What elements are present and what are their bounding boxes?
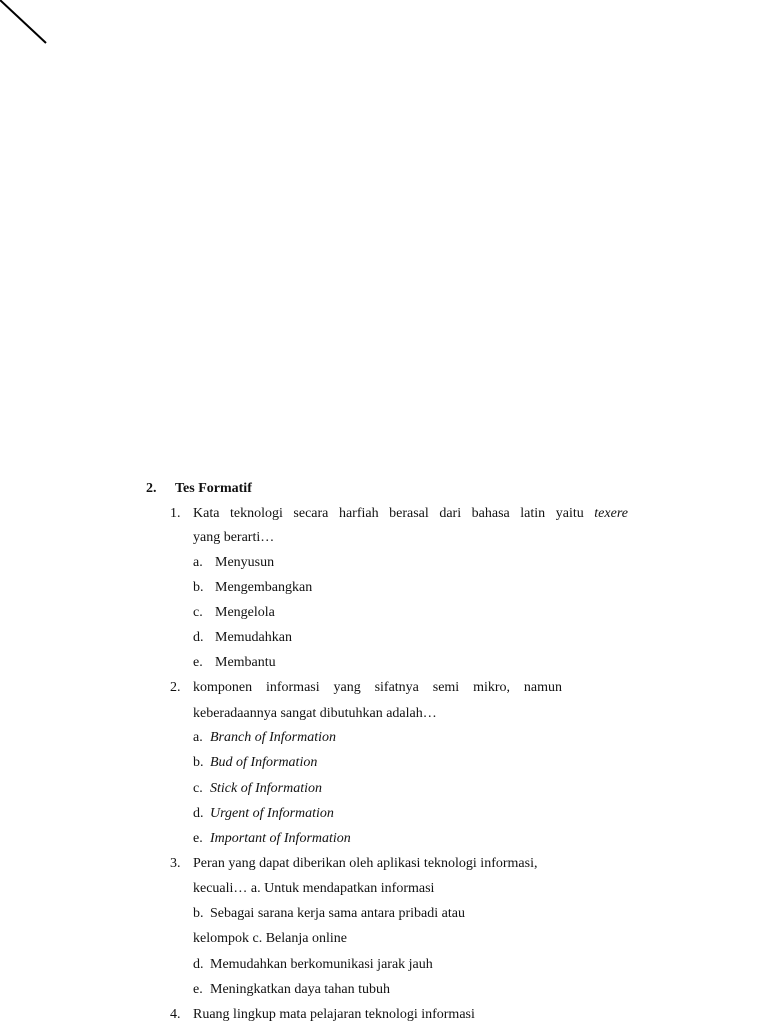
question-3-option-e [193,981,390,999]
question-1-number: 1. [170,506,181,521]
question-2-line-2: keberadaannya sangat dibutuhkan adalah… [193,706,437,721]
question-3-option-b [193,905,465,923]
question-1-option-b [193,579,312,597]
question-2-line-1 [193,679,562,697]
question-2-option-c [193,780,322,798]
option-letter: d. [193,630,204,645]
word: namun [523,680,562,695]
word: semi [432,680,460,695]
word: latin [520,506,546,521]
question-1-line-1 [193,505,628,523]
option-letter: c. [193,605,203,620]
question-2-option-b [193,754,317,772]
option-text: Untuk mendapatkan informasi [264,881,435,896]
option-text: Memudahkan berkomunikasi jarak jauh [210,957,433,972]
question-3-suffix: kecuali… [193,881,248,896]
option-text: Belanja online [265,931,347,946]
option-text: Branch of Information [210,730,336,745]
word: yang [333,680,361,695]
option-letter: a. [250,881,261,896]
option-text: Important of Information [210,831,351,846]
option-letter: c. [252,931,263,946]
word: berasal [389,506,429,521]
option-letter: e. [193,655,203,670]
word: yaitu [555,506,584,521]
option-text: Meningkatkan daya tahan tubuh [210,982,391,997]
option-letter: d. [193,957,204,972]
option-letter: a. [193,730,203,745]
option-letter: e. [193,982,203,997]
option-text: Sebagai sarana kerja sama antara pribadi atau [210,906,465,921]
question-1-option-e [193,654,276,672]
word: Kata [193,506,220,521]
word: harfiah [338,506,379,521]
option-text-continued: kelompok [193,931,249,946]
question-2-number: 2. [170,680,181,695]
question-4-line-1: Ruang lingkup mata pelajaran teknologi informasi [193,1007,475,1022]
option-letter: d. [193,806,204,821]
option-letter: c. [193,781,203,796]
word: komponen [193,680,253,695]
option-letter: b. [193,755,204,770]
option-text: Stick of Information [210,781,322,796]
question-1-line-2: yang berarti… [193,530,275,545]
section-number: 2. [146,481,157,496]
option-text: Mengelola [215,605,275,620]
question-3-line-1: Peran yang dapat diberikan oleh aplikasi teknologi informasi, [193,856,538,871]
question-4-number: 4. [170,1007,181,1022]
question-3-line-4 [193,930,347,948]
word: dari [439,506,462,521]
option-text: Memudahkan [215,630,292,645]
word: sifatnya [374,680,419,695]
option-text: Mengembangkan [215,580,313,595]
section-title: Tes Formatif [175,481,252,496]
option-letter: e. [193,831,203,846]
option-text: Bud of Information [210,755,318,770]
option-letter: b. [193,580,204,595]
question-3-line-2 [193,880,434,898]
question-2-option-d [193,805,334,823]
word: mikro, [473,680,511,695]
word: teknologi [229,506,283,521]
option-text: Menyusun [215,555,275,570]
question-2-option-a [193,729,336,747]
corner-diagonal-line [0,0,60,60]
question-3-number: 3. [170,856,181,871]
word: informasi [265,680,320,695]
word: bahasa [471,506,510,521]
question-1-option-c [193,604,275,622]
question-1-option-a [193,554,274,572]
option-text: Urgent of Information [210,806,334,821]
option-text: Membantu [215,655,276,670]
question-2-option-e [193,830,351,848]
question-1-option-d [193,629,292,647]
word: secara [293,506,329,521]
latin-term: texere [594,506,628,521]
option-letter: a. [193,555,203,570]
question-3-option-d [193,956,433,974]
option-letter: b. [193,906,204,921]
